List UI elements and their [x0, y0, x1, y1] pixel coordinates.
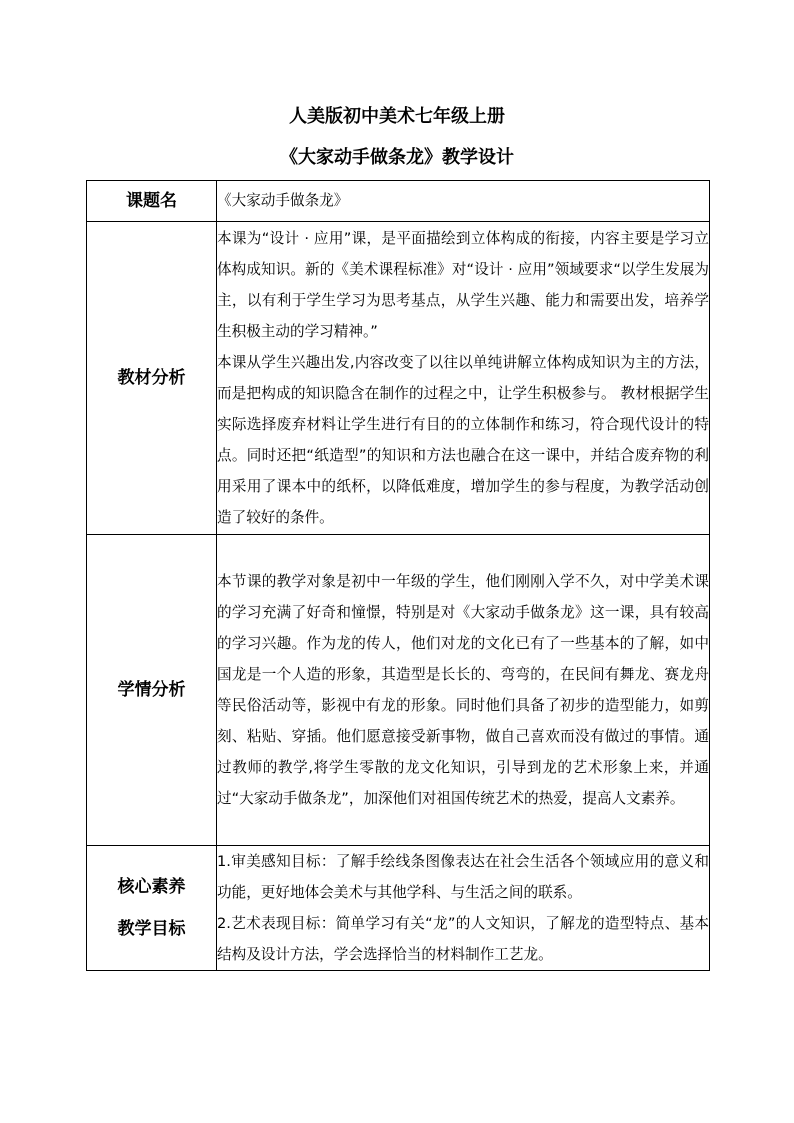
content-paragraph: 1.审美感知目标：了解手绘线条图像表达在社会生活各个领域应用的意义和功能，更好地体会美术与其他学科、与生活之间的联系。: [217, 853, 709, 901]
content-paragraph: 《大家动手做条龙》: [217, 192, 349, 209]
row-content-student-analysis: [217, 535, 710, 846]
row-label-text: 学情分析: [117, 680, 186, 700]
row-label-topic: [87, 181, 217, 222]
content-paragraph: 2.艺术表现目标：简单学习有关“龙”的人文知识，了解龙的造型特点、基本结构及设计方法，学会选择恰当的材料制作工艺龙。: [217, 915, 709, 963]
row-label-text: 核心素养: [117, 877, 186, 897]
row-label-textbook-analysis: [87, 222, 217, 535]
row-content-teaching-goals: [217, 846, 710, 971]
row-label-student-analysis: [87, 535, 217, 846]
row-label-text: 教学目标: [117, 919, 186, 939]
lesson-plan-table: [86, 180, 710, 971]
row-label-teaching-goals: [87, 846, 217, 971]
row-label-text: 课题名: [126, 191, 177, 211]
content-paragraph: 本课从学生兴趣出发,内容改变了以往以单纯讲解立体构成知识为主的方法，而是把构成的知识隐含在制作的过程之中，让学生积极参与。 教材根据学生实际选择废弃材料让学生进行有目的的立体制作和练习，符合现代设计的特点。同时还把“纸造型”的知识和方法也融合在这一课中，并结合废弃物的利用采用了课本中的纸杯，以降低难度，增加学生的参与程度，为教学活动创造了较好的条件。: [217, 354, 709, 526]
row-content-topic: [217, 181, 710, 222]
table-row-teaching-goals: [87, 846, 710, 971]
row-content-textbook-analysis: [217, 222, 710, 535]
content-paragraph: 本节课的教学对象是初中一年级的学生，他们刚刚入学不久，对中学美术课的学习充满了好奇和憧憬，特别是对《大家动手做条龙》这一课，具有较高的学习兴趣。作为龙的传人，他们对龙的文化已有了一些基本的了解，如中国龙是一个人造的形象，其造型是长长的、弯弯的，在民间有舞龙、赛龙舟等民俗活动等，影视中有龙的形象。同时他们具备了初步的造型能力，如剪刻、粘贴、穿插。他们愿意接受新事物，做自己喜欢而没有做过的事情。通过教师的教学,将学生零散的龙文化知识，引导到龙的艺术形象上来，并通过“大家动手做条龙”，加深他们对祖国传统艺术的热爱，提高人文素养。: [217, 573, 709, 807]
document-subtitle: 《大家动手做条龙》教学设计: [280, 147, 514, 168]
document-title: 人美版初中美术七年级上册: [289, 106, 505, 127]
table-row-student-analysis: [87, 535, 710, 846]
table-row-topic: [87, 181, 710, 222]
row-label-text: 教材分析: [117, 368, 186, 388]
content-paragraph: 本课为“设计 · 应用”课，是平面描绘到立体构成的衔接，内容主要是学习立体构成知识。新的《美术课程标准》对“设计 · 应用”领域要求“以学生发展为主，以有利于学生学习为思考基点，从学生兴趣、能力和需要出发，培养学生积极主动的学习精神。”: [217, 230, 709, 340]
table-row-textbook-analysis: [87, 222, 710, 535]
